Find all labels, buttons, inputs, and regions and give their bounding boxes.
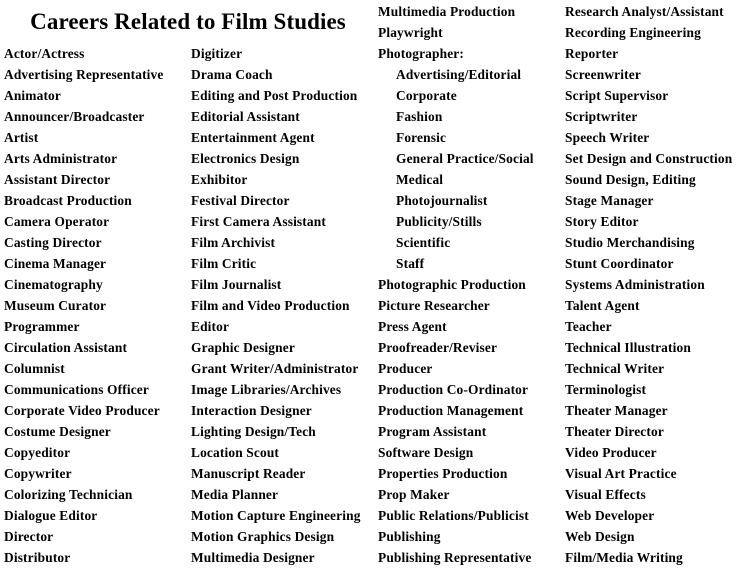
career-subitem: Fashion — [396, 109, 443, 124]
career-column-4 — [565, 1, 732, 568]
career-item: Studio Merchandising — [565, 235, 695, 250]
career-item: Talent Agent — [565, 298, 640, 313]
career-item: Film Journalist — [191, 277, 282, 292]
career-subitem: General Practice/Social — [396, 151, 534, 166]
career-item: Publishing — [378, 529, 441, 544]
career-item: Stage Manager — [565, 193, 654, 208]
career-item: Theater Manager — [565, 403, 668, 418]
career-item: Proofreader/Reviser — [378, 340, 498, 355]
career-item: Story Editor — [565, 214, 639, 229]
career-item: Production Management — [378, 403, 524, 418]
career-item: Research Analyst/Assistant — [565, 4, 724, 19]
career-column-2 — [191, 43, 361, 568]
career-item: Editorial Assistant — [191, 109, 300, 124]
career-column-3 — [378, 1, 534, 568]
career-item: Drama Coach — [191, 67, 273, 82]
career-item: Speech Writer — [565, 130, 650, 145]
career-item: Film Archivist — [191, 235, 276, 250]
career-item: Announcer/Broadcaster — [4, 109, 145, 124]
career-item: Film/Media Writing — [565, 550, 683, 565]
career-item: Copywriter — [4, 466, 72, 481]
career-item: Colorizing Technician — [4, 487, 133, 502]
career-item: Systems Administration — [565, 277, 705, 292]
career-item: Casting Director — [4, 235, 102, 250]
career-item: Press Agent — [378, 319, 447, 334]
career-item: Copyeditor — [4, 445, 71, 460]
career-item: Dialogue Editor — [4, 508, 98, 523]
career-item: Actor/Actress — [4, 46, 85, 61]
career-item: Script Supervisor — [565, 88, 669, 103]
career-subitem: Advertising/Editorial — [396, 67, 522, 82]
career-item: Picture Researcher — [378, 298, 490, 313]
career-item: Camera Operator — [4, 214, 110, 229]
career-item: Communications Officer — [4, 382, 149, 397]
career-item: Program Assistant — [378, 424, 487, 439]
career-item: Photographer: — [378, 46, 465, 61]
career-item: Festival Director — [191, 193, 290, 208]
career-item: Manuscript Reader — [191, 466, 306, 481]
career-item: Programmer — [4, 319, 80, 334]
career-item: Lighting Design/Tech — [191, 424, 316, 439]
career-subitem: Publicity/Stills — [396, 214, 482, 229]
career-item: Recording Engineering — [565, 25, 701, 40]
career-item: Film and Video Production — [191, 298, 350, 313]
career-item: Motion Capture Engineering — [191, 508, 361, 523]
career-item: Multimedia Designer — [191, 550, 315, 565]
career-item: Digitizer — [191, 46, 243, 61]
career-item: Video Producer — [565, 445, 657, 460]
career-item: Sound Design, Editing — [565, 172, 696, 187]
career-item: Properties Production — [378, 466, 508, 481]
career-item: Broadcast Production — [4, 193, 132, 208]
career-item: Interaction Designer — [191, 403, 312, 418]
career-item: Grant Writer/Administrator — [191, 361, 359, 376]
career-subitem: Corporate — [396, 88, 457, 103]
page-title: Careers Related to Film Studies — [30, 9, 346, 34]
career-item: Publishing Representative — [378, 550, 532, 565]
career-item: Theater Director — [565, 424, 664, 439]
career-item: Editor — [191, 319, 230, 334]
career-item: Assistant Director — [4, 172, 111, 187]
career-item: Museum Curator — [4, 298, 107, 313]
career-item: Screenwriter — [565, 67, 641, 82]
career-item: Scriptwriter — [565, 109, 638, 124]
career-item: Artist — [4, 130, 39, 145]
career-item: Image Libraries/Archives — [191, 382, 342, 397]
career-item: Costume Designer — [4, 424, 111, 439]
career-item: Public Relations/Publicist — [378, 508, 529, 523]
career-column-1 — [4, 43, 163, 568]
career-item: Production Co-Ordinator — [378, 382, 529, 397]
career-item: Entertainment Agent — [191, 130, 315, 145]
career-item: Arts Administrator — [4, 151, 118, 166]
career-item: Technical Illustration — [565, 340, 691, 355]
career-item: Visual Effects — [565, 487, 646, 502]
career-item: Stunt Coordinator — [565, 256, 674, 271]
career-item: Advertising Representative — [4, 67, 164, 82]
career-item: Cinema Manager — [4, 256, 107, 271]
career-subitem: Staff — [396, 256, 425, 271]
career-item: Distributor — [4, 550, 71, 565]
career-subitem: Forensic — [396, 130, 447, 145]
career-subitem: Scientific — [396, 235, 451, 250]
career-item: Editing and Post Production — [191, 88, 358, 103]
career-item: Motion Graphics Design — [191, 529, 335, 544]
career-item: Software Design — [378, 445, 474, 460]
career-item: Set Design and Construction — [565, 151, 733, 166]
career-item: Location Scout — [191, 445, 280, 460]
career-item: Electronics Design — [191, 151, 300, 166]
career-item: Graphic Designer — [191, 340, 295, 355]
career-item: Technical Writer — [565, 361, 665, 376]
career-item: Web Developer — [565, 508, 655, 523]
career-item: Playwright — [378, 25, 443, 40]
career-item: Film Critic — [191, 256, 257, 271]
career-item: Multimedia Production — [378, 4, 516, 19]
career-item: Visual Art Practice — [565, 466, 677, 481]
career-item: Teacher — [565, 319, 612, 334]
career-item: Corporate Video Producer — [4, 403, 160, 418]
career-item: Cinematography — [4, 277, 103, 292]
career-subitem: Medical — [396, 172, 444, 187]
career-item: First Camera Assistant — [191, 214, 326, 229]
career-item: Exhibitor — [191, 172, 248, 187]
career-item: Director — [4, 529, 54, 544]
career-item: Web Design — [565, 529, 635, 544]
career-item: Producer — [378, 361, 433, 376]
career-item: Prop Maker — [378, 487, 450, 502]
career-item: Circulation Assistant — [4, 340, 128, 355]
career-item: Media Planner — [191, 487, 279, 502]
career-item: Photographic Production — [378, 277, 526, 292]
career-item: Reporter — [565, 46, 619, 61]
career-item: Columnist — [4, 361, 65, 376]
career-item: Terminologist — [565, 382, 647, 397]
career-subitem: Photojournalist — [396, 193, 488, 208]
career-item: Animator — [4, 88, 61, 103]
